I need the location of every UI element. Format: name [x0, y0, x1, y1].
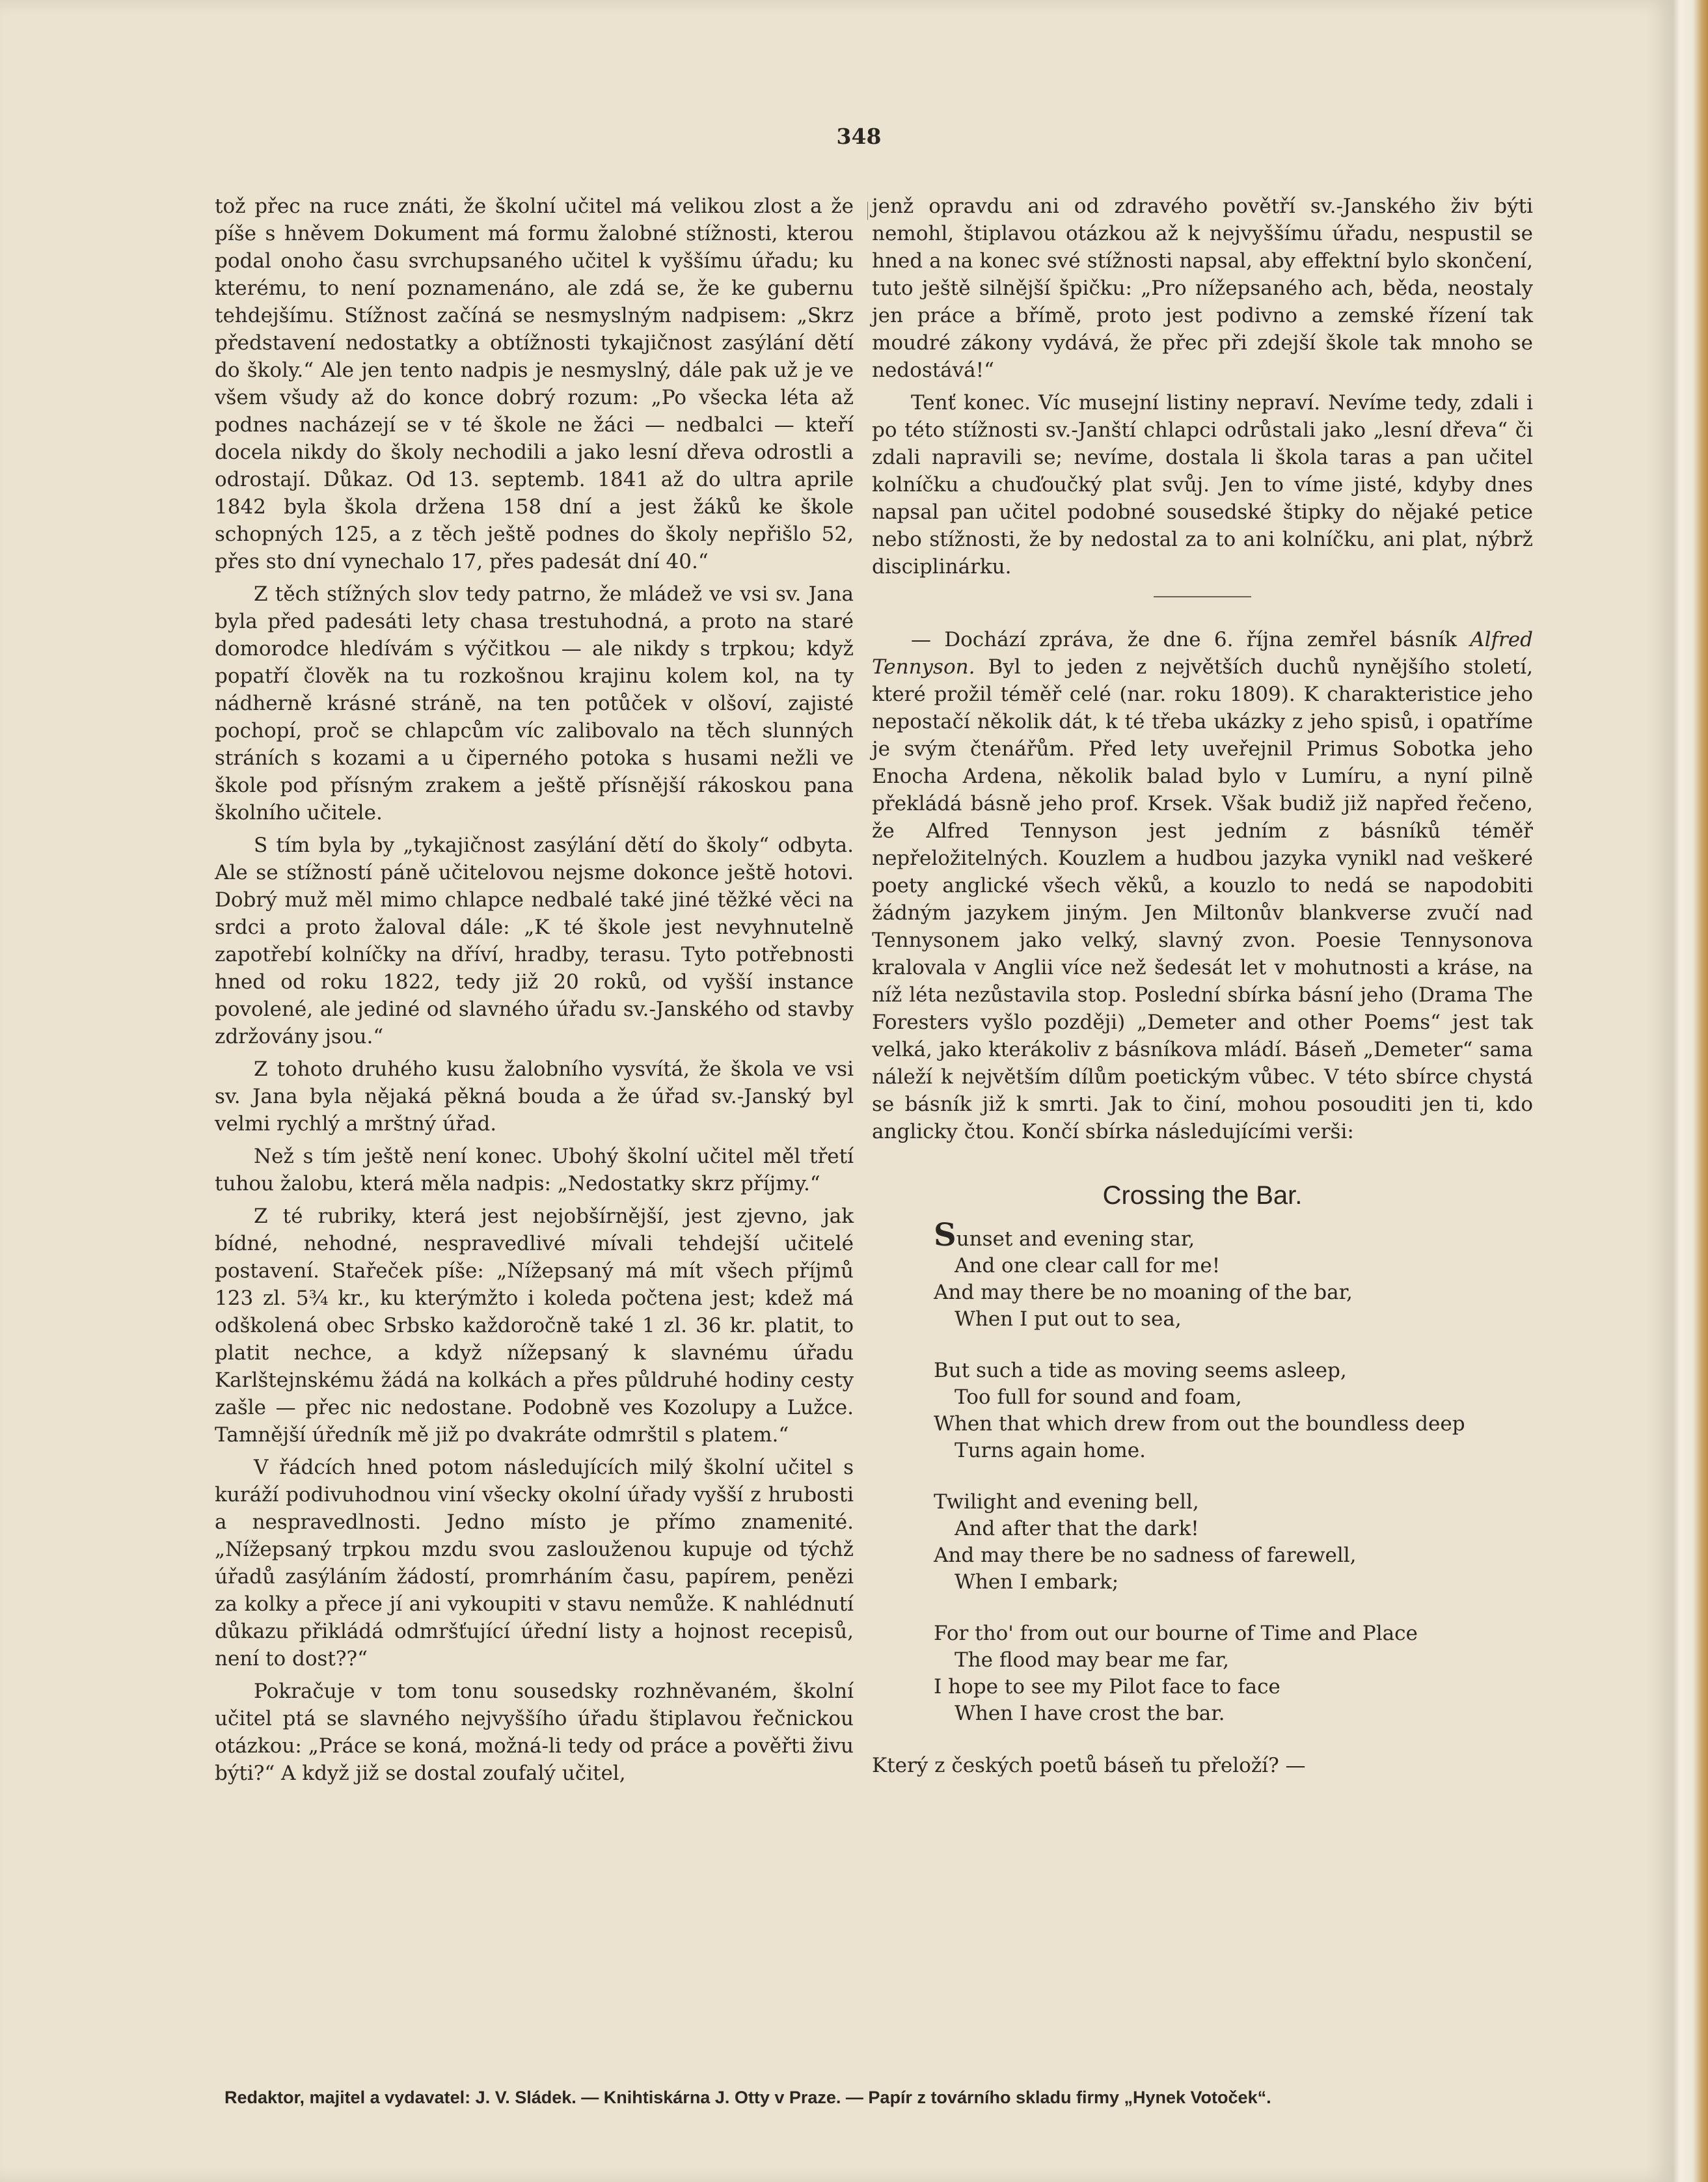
poem-line: When I have crost the bar.: [955, 1702, 1225, 1725]
poem-line: Too full for sound and foam,: [955, 1385, 1242, 1409]
closing-question: Který z českých poetů báseň tu přeloží? —: [872, 1754, 1306, 1777]
poem-line: Turns again home.: [955, 1439, 1146, 1462]
poem-line: When that which drew from out the boundless deep: [934, 1412, 1465, 1436]
imprint-footer: Redaktor, majitel a vydavatel: J. V. Sládek. — Knihtiskárna J. Otty v Praze. — Papír z továrního skladu firmy „Hynek Votoček“.: [224, 2088, 1271, 2107]
drop-cap: S: [934, 1217, 956, 1253]
poem-line: But such a tide as moving seems asleep,: [934, 1359, 1347, 1382]
paragraph: Z té rubriky, která jest nejobšírnější, jest zjevno, jak bídné, nehodné, nespravedlivé mívali tehdejší učitelé postavení. Stařeček píše: „Nížepsaný má mít všech příjmů 123 zl. 5¾ kr., ku kterýmžto i koleda počtena jest; kdež má odškolená obec Srbsko každoročně také 1 zl. 36 kr. platit, to platit nechce, a když nížepsaný k slavnému úřadu Karlštejnskému žádá na kolkách a přes půldruhé hodiny cesty zašle — přec nic nedostane. Podobně ves Kozolupy a Lužce. Tamnější úředník mě již po dvakráte odmrštil s platem.“: [215, 1205, 854, 1447]
paragraph: tož přec na ruce znáti, že školní učitel má velikou zlost a že píše s hněvem Dokument má formu žalobné stížnosti, kterou podal onoho času svrchupsaného učitel k vyššímu úřadu; ku kterému, to není poznamenáno, ale zdá se, že ke gubernu tehdejšímu. Stížnost začíná se nesmyslným nadpisem: „Skrz představení nedostatky a obtížnosti tykajičnost zasýlání dětí do školy.“ Ale jen tento nadpis je nesmyslný, dále pak už je ve všem všudy až do konce dobrý rozum: „Po všecka léta až podnes nacházejí se v té škole ne žáci — nedbalci — kteří docela nikdy do školy nechodili a jako lesní dřeva odrostli a odrostají. Důkaz. Od 13. septemb. 1841 až do ultra aprile 1842 byla škola držena 158 dní a jest žáků ke škole schopných 125, a z těch ještě podnes do školy nepřišlo 52, přes sto dní vynechalo 17, přes padesát dní 40.“: [215, 195, 854, 573]
poem-line: And may there be no sadness of farewell,: [934, 1544, 1357, 1567]
paragraph: Pokračuje v tom tonu sousedsky rozhněvaném, školní učitel ptá se slavného nejvyššího úřadu štiplavou řečnickou otázkou: „Práce se koná, možná-li tedy od práce a pověřti živu býti?“ A když již se dostal zoufalý učitel,: [215, 1680, 854, 1785]
section-divider: [1154, 596, 1251, 597]
poem-line: And after that the dark!: [955, 1517, 1199, 1540]
paragraph: V řádcích hned potom následujících milý školní učitel s kuráží podivuhodnou viní všecky okolní úřady vyšší z hrubosti a nespravedlnosti. Jedno místo je přímo znamenité. „Nížepsaný trpkou mzdu svou zaslouženou kupuje od týchž úřadů zasýláním žádostí, promrháním času, papírem, penězi za kolky a přece jí ani vykoupiti v stavu nemůže. K nahlédnutí důkazu přikládá odmršťující úřední listy a hojnost recepisů, není to dost??“: [215, 1456, 854, 1671]
paragraph: Z tohoto druhého kusu žalobního vysvítá, že škola ve vsi sv. Jana byla nějaká pěkná bouda a že úřad sv.-Janský byl velmi rychlý a mrštný úřad.: [215, 1057, 854, 1136]
news-intro: — Dochází zpráva, že dne 6. října zemřel básník: [911, 628, 1457, 651]
paragraph: jenž opravdu ani od zdravého povětří sv.-Janského živ býti nemohl, štiplavou otázkou až k nejvyššímu úřadu, nespustil se hned a na konec své stížnosti napsal, aby effektní bylo skončení, tuto ještě silnější špičku: „Pro nížepsaného ach, běda, neostaly jen práce a břímě, proto jest podivno a zemské řízení tak moudré zákony vydává, že přec při zdejší škole tak mnoho se nedostává!“: [872, 195, 1533, 382]
poem-line: And one clear call for me!: [955, 1254, 1221, 1277]
column-rule: [867, 202, 868, 220]
page-number: 348: [836, 124, 882, 149]
poem-line: For tho' from out our bourne of Time and Place: [934, 1622, 1418, 1645]
poem-line: The flood may bear me far,: [955, 1648, 1229, 1672]
poem-line: Twilight and evening bell,: [934, 1490, 1199, 1514]
poem-line: I hope to see my Pilot face to face: [934, 1675, 1281, 1698]
poet-name: Alfred Tennyson.: [872, 628, 1533, 679]
poem-stanza: [934, 1357, 1533, 1464]
poem-line: When I embark;: [955, 1570, 1119, 1594]
paragraph: Tenť konec. Víc musejní listiny nepraví. Nevíme tedy, zdali i po této stížnosti sv.-Janští chlapci odrůstali jako „lesní dřeva“ či zdali napravili se; nevíme, dostala li škola taras a pan učitel kolníčku a chuďoučký plat svůj. Jen to víme jisté, kdyby dnes napsal pan učitel podobné sousedské štipky do nějaké petice nebo stížnosti, že by nedostal za to ani kolníčku, ani plat, nýbrž disciplinárku.: [872, 391, 1533, 579]
paragraph: S tím byla by „tykajičnost zasýlání dětí do školy“ odbyta. Ale se stížností páně učitelovou nejsme dokonce ještě hotovi. Dobrý muž měl mimo chlapce nedbalé také jiné těžké věci na srdci a proto žaloval dále: „K té škole jest nevyhnutelně zapotřebí kolníčky na dříví, hradby, terasu. Tyto potřebnosti hned od roku 1822, tedy již 20 roků, od vyšší instance povolené, ale jediné od slavného úřadu sv.-Janského od stavby zdržovány jsou.“: [215, 834, 854, 1048]
poem-line: When I put out to sea,: [955, 1307, 1182, 1331]
paragraph: Než s tím ještě není konec. Ubohý školní učitel měl třetí tuhou žalobu, která měla nadpis: „Nedostatky skrz příjmy.“: [215, 1145, 854, 1195]
news-rest: Byl to jeden z největších duchů nynějšího století, které prožil téměř celé (nar. roku 1809). K charakteristice jeho nepostačí několik dát, k té třeba ukázky z jeho spisů, i opatříme je svým čtenářům. Před lety uveřejnil Primus Sobotka jeho Enocha Ardena, několik balad bylo v Lumíru, a nyní pilně překládá básně jeho prof. Krsek. Však budiž již napřed řečeno, že Alfred Tennyson jest jedním z básníků téměř nepřeložitelných. Kouzlem a hudbou jazyka vynikl nad veškeré poety anglické všech věků, a kouzlo to nedá se napodobiti žádným jazykem jiným. Jen Miltonův blankverse zvučí nad Tennysonem jako velký, slavný zvon. Poesie Tennysonova kralovala v Anglii více než šedesát let v mohutnosti a kráse, na níž léta nezůstavila stop. Poslední sbírka básní jeho (Drama The Foresters vyšlo později) „Demeter and other Poems“ jest tak velká, jako kterákoliv z básníkova mládí. Báseň „Demeter“ sama náleží k největším dílům poetickým vůbec. V této sbírce chystá se básník již k smrti. Jak to činí, mohou posouditi jen ti, kdo anglicky čtou. Končí sbírka následujícími verši:: [872, 655, 1533, 1143]
poem-stanza: [934, 1620, 1533, 1727]
paragraph: Z těch stížných slov tedy patrno, že mládež ve vsi sv. Jana byla před padesáti lety chasa trestuhodná, a proto na staré domorodce hledívám s výčitkou — ale nikdy s trpkou; když popatří člověk na tu rozkošnou krajinu kolem kol, na ty nádherně krásné stráně, na ten potůček v olšoví, zajisté pochopí, proč se chlapcům víc zalibovalo na těch slunných stráních s kozami a u čiperného potoka s husami nežli ve škole pod přísným zrakem a ještě přísnější rákoskou pana školního učitele.: [215, 582, 854, 825]
news-paragraph: [872, 626, 1533, 1145]
poem-line: And may there be no moaning of the bar,: [934, 1281, 1353, 1304]
poem-stanza: [934, 1217, 1533, 1333]
poem-stanza: [934, 1489, 1533, 1596]
page-edge: [1674, 0, 1708, 2182]
right-column: [872, 193, 1533, 1779]
left-column: [215, 193, 854, 1787]
poem-line: Sunset and evening star,: [934, 1217, 1195, 1253]
poem-title: Crossing the Bar.: [1102, 1181, 1303, 1210]
